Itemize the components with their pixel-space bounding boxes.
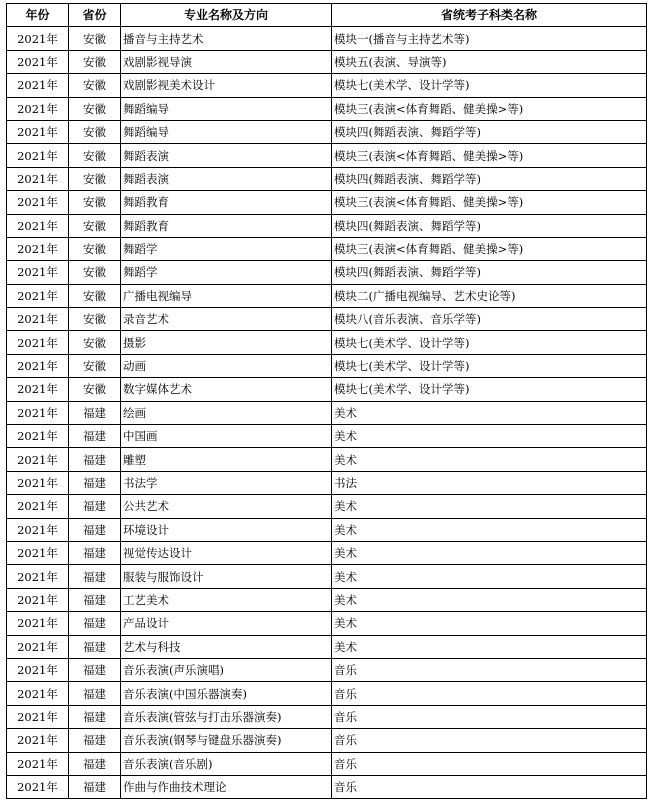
cell-module: 模块三(表演<体育舞蹈、健美操>等) [332, 144, 647, 167]
cell-year: 2021年 [7, 308, 69, 331]
cell-module: 书法 [332, 471, 647, 494]
table-header-row [7, 4, 647, 27]
cell-year: 2021年 [7, 775, 69, 798]
table-row [7, 308, 647, 331]
table-row [7, 448, 647, 471]
cell-major: 服装与服饰设计 [121, 565, 332, 588]
cell-module: 模块七(美术学、设计学等) [332, 331, 647, 354]
cell-province: 安徽 [69, 331, 121, 354]
cell-province: 福建 [69, 658, 121, 681]
cell-year: 2021年 [7, 50, 69, 73]
table-row [7, 97, 647, 120]
table-row [7, 284, 647, 307]
cell-module: 模块七(美术学、设计学等) [332, 378, 647, 401]
cell-major: 艺术与科技 [121, 635, 332, 658]
header-province: 省份 [69, 4, 121, 27]
cell-province: 安徽 [69, 354, 121, 377]
cell-major: 舞蹈编导 [121, 120, 332, 143]
major-module-table-sheet [6, 3, 647, 799]
table-row [7, 401, 647, 424]
cell-year: 2021年 [7, 97, 69, 120]
cell-province: 福建 [69, 729, 121, 752]
cell-major: 摄影 [121, 331, 332, 354]
cell-major: 作曲与作曲技术理论 [121, 775, 332, 798]
cell-province: 安徽 [69, 120, 121, 143]
cell-module: 模块四(舞蹈表演、舞蹈学等) [332, 261, 647, 284]
cell-module: 模块一(播音与主持艺术等) [332, 27, 647, 50]
table-row [7, 74, 647, 97]
table-row [7, 775, 647, 798]
cell-major: 舞蹈学 [121, 237, 332, 260]
table-row [7, 658, 647, 681]
cell-module: 模块二(广播电视编导、艺术史论等) [332, 284, 647, 307]
cell-year: 2021年 [7, 541, 69, 564]
cell-province: 福建 [69, 682, 121, 705]
table-row [7, 495, 647, 518]
cell-province: 福建 [69, 471, 121, 494]
cell-year: 2021年 [7, 658, 69, 681]
cell-year: 2021年 [7, 331, 69, 354]
header-year: 年份 [7, 4, 69, 27]
cell-year: 2021年 [7, 191, 69, 214]
cell-module: 模块三(表演<体育舞蹈、健美操>等) [332, 191, 647, 214]
table-row [7, 565, 647, 588]
cell-province: 安徽 [69, 237, 121, 260]
table-row [7, 729, 647, 752]
cell-module: 音乐 [332, 729, 647, 752]
cell-province: 安徽 [69, 308, 121, 331]
table-row [7, 354, 647, 377]
cell-module: 模块七(美术学、设计学等) [332, 74, 647, 97]
table-row [7, 191, 647, 214]
cell-module: 美术 [332, 448, 647, 471]
cell-year: 2021年 [7, 682, 69, 705]
cell-year: 2021年 [7, 74, 69, 97]
cell-major: 产品设计 [121, 612, 332, 635]
cell-module: 美术 [332, 612, 647, 635]
cell-major: 动画 [121, 354, 332, 377]
cell-province: 安徽 [69, 284, 121, 307]
cell-module: 美术 [332, 541, 647, 564]
cell-major: 音乐表演(管弦与打击乐器演奏) [121, 705, 332, 728]
cell-province: 安徽 [69, 261, 121, 284]
cell-major: 视觉传达设计 [121, 541, 332, 564]
cell-module: 模块四(舞蹈表演、舞蹈学等) [332, 167, 647, 190]
cell-module: 模块四(舞蹈表演、舞蹈学等) [332, 214, 647, 237]
cell-major: 舞蹈表演 [121, 167, 332, 190]
cell-province: 福建 [69, 448, 121, 471]
cell-year: 2021年 [7, 144, 69, 167]
cell-year: 2021年 [7, 588, 69, 611]
cell-year: 2021年 [7, 518, 69, 541]
table-row [7, 378, 647, 401]
cell-module: 音乐 [332, 658, 647, 681]
cell-module: 美术 [332, 635, 647, 658]
cell-province: 安徽 [69, 191, 121, 214]
table-row [7, 471, 647, 494]
cell-major: 戏剧影视美术设计 [121, 74, 332, 97]
cell-year: 2021年 [7, 635, 69, 658]
table-row [7, 541, 647, 564]
cell-module: 音乐 [332, 705, 647, 728]
cell-year: 2021年 [7, 495, 69, 518]
cell-major: 雕塑 [121, 448, 332, 471]
cell-module: 模块八(音乐表演、音乐学等) [332, 308, 647, 331]
cell-province: 安徽 [69, 74, 121, 97]
table-row [7, 27, 647, 50]
cell-module: 美术 [332, 495, 647, 518]
cell-module: 音乐 [332, 775, 647, 798]
cell-province: 福建 [69, 705, 121, 728]
table-body [7, 27, 647, 799]
cell-year: 2021年 [7, 378, 69, 401]
cell-province: 福建 [69, 775, 121, 798]
table-row [7, 425, 647, 448]
cell-year: 2021年 [7, 752, 69, 775]
cell-province: 安徽 [69, 167, 121, 190]
cell-module: 模块五(表演、导演等) [332, 50, 647, 73]
cell-province: 安徽 [69, 27, 121, 50]
table-row [7, 588, 647, 611]
cell-module: 美术 [332, 401, 647, 424]
cell-year: 2021年 [7, 27, 69, 50]
cell-major: 广播电视编导 [121, 284, 332, 307]
table-row [7, 682, 647, 705]
cell-major: 公共艺术 [121, 495, 332, 518]
cell-major: 音乐表演(中国乐器演奏) [121, 682, 332, 705]
cell-year: 2021年 [7, 120, 69, 143]
table-row [7, 144, 647, 167]
cell-year: 2021年 [7, 425, 69, 448]
cell-module: 模块七(美术学、设计学等) [332, 354, 647, 377]
table-row [7, 518, 647, 541]
cell-province: 安徽 [69, 214, 121, 237]
cell-major: 书法学 [121, 471, 332, 494]
cell-year: 2021年 [7, 448, 69, 471]
cell-year: 2021年 [7, 354, 69, 377]
cell-province: 福建 [69, 752, 121, 775]
cell-major: 舞蹈教育 [121, 191, 332, 214]
cell-year: 2021年 [7, 261, 69, 284]
cell-module: 音乐 [332, 682, 647, 705]
table-row [7, 50, 647, 73]
cell-module: 音乐 [332, 752, 647, 775]
cell-province: 福建 [69, 588, 121, 611]
cell-major: 录音艺术 [121, 308, 332, 331]
cell-major: 舞蹈编导 [121, 97, 332, 120]
cell-major: 数字媒体艺术 [121, 378, 332, 401]
table-row [7, 214, 647, 237]
cell-year: 2021年 [7, 705, 69, 728]
cell-year: 2021年 [7, 167, 69, 190]
cell-module: 美术 [332, 565, 647, 588]
cell-province: 安徽 [69, 50, 121, 73]
table-row [7, 120, 647, 143]
cell-major: 舞蹈教育 [121, 214, 332, 237]
cell-module: 美术 [332, 425, 647, 448]
cell-province: 福建 [69, 401, 121, 424]
cell-year: 2021年 [7, 284, 69, 307]
cell-major: 音乐表演(声乐演唱) [121, 658, 332, 681]
cell-module: 美术 [332, 588, 647, 611]
cell-year: 2021年 [7, 214, 69, 237]
cell-province: 安徽 [69, 144, 121, 167]
cell-province: 福建 [69, 541, 121, 564]
cell-major: 音乐表演(音乐剧) [121, 752, 332, 775]
table-row [7, 635, 647, 658]
cell-major: 环境设计 [121, 518, 332, 541]
cell-module: 模块四(舞蹈表演、舞蹈学等) [332, 120, 647, 143]
header-module: 省统考子科类名称 [332, 4, 647, 27]
table-row [7, 237, 647, 260]
cell-major: 音乐表演(钢琴与键盘乐器演奏) [121, 729, 332, 752]
cell-year: 2021年 [7, 237, 69, 260]
cell-province: 福建 [69, 495, 121, 518]
table-row [7, 612, 647, 635]
table-row [7, 331, 647, 354]
cell-province: 安徽 [69, 97, 121, 120]
cell-province: 福建 [69, 612, 121, 635]
cell-major: 工艺美术 [121, 588, 332, 611]
cell-year: 2021年 [7, 471, 69, 494]
cell-year: 2021年 [7, 565, 69, 588]
cell-major: 播音与主持艺术 [121, 27, 332, 50]
cell-module: 模块三(表演<体育舞蹈、健美操>等) [332, 237, 647, 260]
cell-province: 福建 [69, 425, 121, 448]
cell-major: 戏剧影视导演 [121, 50, 332, 73]
cell-province: 福建 [69, 518, 121, 541]
cell-province: 福建 [69, 635, 121, 658]
table-row [7, 705, 647, 728]
cell-major: 绘画 [121, 401, 332, 424]
cell-major: 中国画 [121, 425, 332, 448]
cell-module: 模块三(表演<体育舞蹈、健美操>等) [332, 97, 647, 120]
cell-major: 舞蹈表演 [121, 144, 332, 167]
table-row [7, 261, 647, 284]
table-row [7, 167, 647, 190]
header-major: 专业名称及方向 [121, 4, 332, 27]
cell-major: 舞蹈学 [121, 261, 332, 284]
table-row [7, 752, 647, 775]
cell-module: 美术 [332, 518, 647, 541]
cell-year: 2021年 [7, 401, 69, 424]
major-module-table [6, 3, 647, 799]
cell-province: 福建 [69, 565, 121, 588]
cell-year: 2021年 [7, 612, 69, 635]
cell-province: 安徽 [69, 378, 121, 401]
cell-year: 2021年 [7, 729, 69, 752]
